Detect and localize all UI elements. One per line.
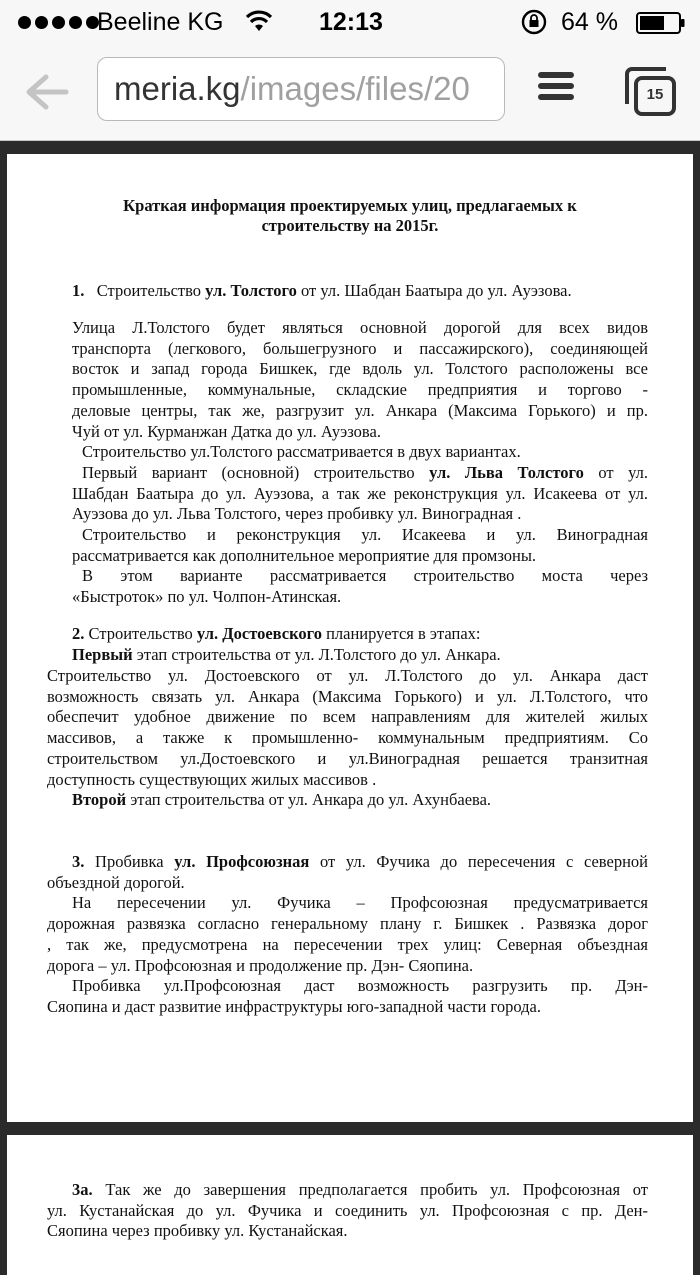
section-number: 2. (72, 624, 85, 643)
text-line: дорога – ул. Профсоюзная и продолжение пр. Дэн- Сяопина. (47, 955, 474, 975)
text-line: Ауэзова до ул. Льва Толстого, через пробивку ул. Виноградная . (72, 504, 522, 524)
back-arrow-icon[interactable] (24, 74, 70, 110)
carrier-name: Beeline KG (97, 8, 224, 36)
text-line: объездной дорогой. (47, 872, 185, 892)
text-line: Строительство ул.Толстого рассматривается в двух вариантах. (82, 442, 521, 462)
url-domain: meria.kg (114, 70, 241, 107)
text-line: Сяопина через пробивку ул. Кустанайская. (47, 1221, 348, 1241)
text-line: «Быстроток» по ул. Чолпон-Атинская. (72, 587, 342, 607)
text-span: Так же до завершения предполагается пробить ул. Профсоюзная от (92, 1180, 648, 1199)
document-page-2 (7, 1135, 693, 1275)
browser-toolbar (0, 46, 700, 141)
text-line: Строительство ул. Достоевского от ул. Л.Толстого до ул. Анкара даст (47, 666, 648, 685)
text-line: Строительство и реконструкция ул. Исакеева и ул. Виноградная (82, 525, 648, 545)
clock: 12:13 (319, 8, 383, 36)
text-line: обеспечит удобное движение по всем направлениям для жителей жилых (47, 707, 648, 727)
text-line: возможность связать ул. Анкара (Максима Горького) и ул. Л.Толстого, что (47, 686, 648, 706)
text-line: Улица Л.Толстого будет являться основной дорогой для всех видов (72, 318, 648, 337)
text-line: Шабдан Баатыра до ул. Ауэзова, а так же реконструкция ул. Исакеева от ул. (72, 483, 648, 503)
text-line: В этом варианте рассматривается строительство моста через (82, 566, 648, 586)
street-name: ул. Достоевского (196, 624, 322, 643)
title-line: строительству на 2015г. (261, 216, 439, 235)
text-span: этап строительства от ул. Л.Толстого до ул. Анкара. (132, 644, 501, 664)
text-line (47, 790, 648, 811)
text-line: строительством ул.Достоевского и ул.Виноградная решается транзитная (47, 748, 648, 768)
menu-icon[interactable] (538, 72, 574, 106)
section-2-heading (72, 624, 648, 645)
heading-text: от ул. Шабдан Баатыра до ул. Ауэзова. (296, 281, 572, 300)
section-number: 1. (72, 281, 85, 300)
status-bar (0, 0, 700, 46)
section-1-paragraph (72, 318, 648, 608)
text-line: На пересечении ул. Фучика – Профсоюзная предусматривается (72, 893, 648, 913)
text-line: ул. Кустанайская до ул. Фучика и соединить ул. Профсоюзная с пр. Ден- (47, 1200, 648, 1220)
heading-text: Пробивка (84, 852, 175, 871)
text-line: , так же, предусмотрена на пересечении трех улиц: Северная объездная (47, 934, 648, 954)
stage-label: Первый (72, 644, 133, 664)
text-line: восток и запад города Бишкек, где вдоль ул. Толстого расположены все (72, 359, 648, 379)
battery-icon (636, 12, 686, 34)
text-line: Пробивка ул.Профсоюзная даст возможность разгрузить пр. Дэн- (72, 976, 648, 996)
section-2 (72, 624, 648, 665)
text-line: транспорта (легкового, большегрузного и пассажирского), соединяющей (72, 338, 648, 358)
battery-percent: 64 % (561, 8, 618, 36)
heading-text: Строительство (84, 624, 197, 643)
title-line: Краткая информация проектируемых улиц, предлагаемых к (123, 196, 577, 215)
street-name: ул. Толстого (205, 281, 297, 300)
heading-text: от ул. Фучика до пересечения с северной (309, 852, 648, 871)
text-span: Первый вариант (основной) строительство (82, 462, 430, 482)
text-line: деловые центры, так же, разгрузит ул. Анкара (Максима Горького) и пр. (72, 400, 648, 420)
document-page-1 (7, 154, 693, 1122)
url-path: /images/files/20 (240, 70, 470, 107)
text-line: массивов, а также к промышленно- коммунальным предприятиям. Со (47, 728, 648, 748)
text-line: рассматривается как дополнительное мероприятие для промзоны. (72, 545, 537, 565)
text-line (72, 463, 648, 484)
orientation-lock-icon (521, 9, 547, 35)
stage-label: Второй (72, 790, 127, 810)
wifi-icon (245, 10, 273, 32)
text-span: от ул. (583, 462, 648, 482)
section-3 (47, 852, 648, 1018)
text-line (47, 1180, 648, 1201)
text-line: промышленные, коммунальные, складские предприятия и торгово - (72, 380, 648, 400)
section-3a (47, 1180, 648, 1242)
text-line (72, 645, 648, 666)
street-name: ул. Профсоюзная (174, 852, 310, 871)
text-span: этап строительства от ул. Анкара до ул. Ахунбаева. (126, 790, 492, 810)
street-name: ул. Льва Толстого (429, 462, 584, 482)
document-title (67, 196, 633, 236)
text-line: доступность существующих жилых массивов . (47, 769, 377, 789)
section-1-heading (72, 281, 648, 302)
text-line: дорожная развязка согласно генеральному плану г. Бишкек . Развязка дорог (47, 914, 648, 934)
address-bar[interactable] (97, 57, 505, 121)
section-3-heading (47, 852, 648, 873)
section-number: 3. (72, 852, 85, 871)
signal-strength-icon (18, 16, 99, 29)
section-number: 3а. (72, 1180, 93, 1199)
heading-text: Строительство (96, 281, 206, 300)
heading-text: планируется в этапах: (321, 624, 481, 643)
text-line: Чуй от ул. Курманжан Датка до ул. Ауэзова. (72, 421, 381, 441)
section-2-paragraph (47, 666, 648, 811)
text-line: Сяопина и даст развитие инфраструктуры юго-западной части города. (47, 996, 541, 1016)
tab-count-badge: 15 (646, 86, 664, 103)
